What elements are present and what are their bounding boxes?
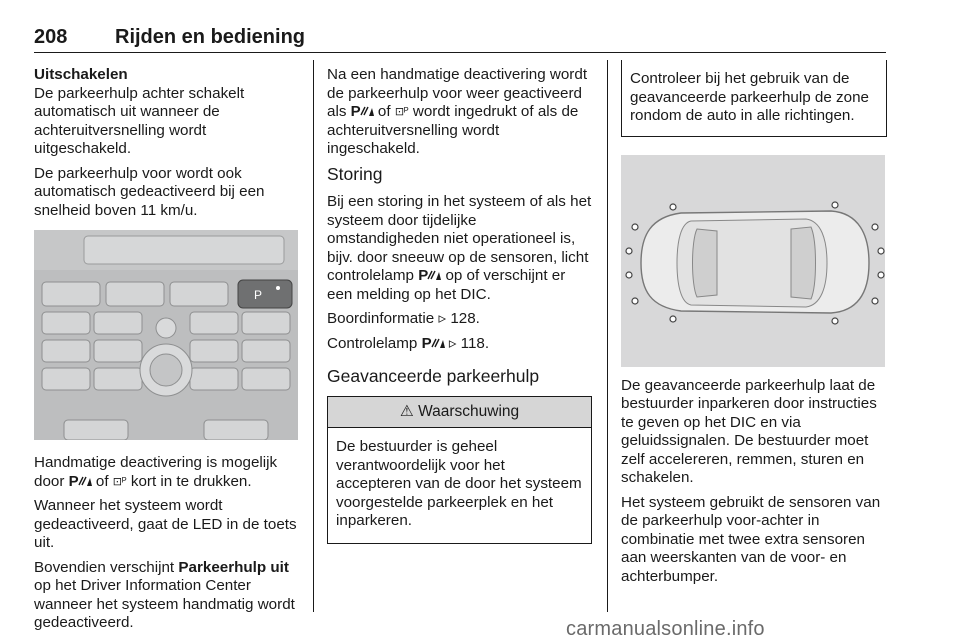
park-assist-button-label: P	[254, 288, 263, 302]
park-assist-button-icon: ⊡ᴾ	[394, 106, 409, 118]
warning-box	[327, 396, 592, 544]
paragraph: Bovendien verschijnt Parkeerhulp uit op het Driver Information Center wanneer het systeem handmatig wordt gedeactiveerd.	[34, 558, 295, 631]
paragraph: Bij een storing in het systeem of als het systeem door tijdelijke omstandigheden niet operationeel is, bijv. door sneeuw op de sensoren, licht controlelamp P op of verschijnt er een melding op het DIC.	[327, 193, 592, 303]
park-assist-button-icon: ⊡ᴾ	[112, 475, 127, 488]
car-sensor-diagram	[621, 155, 885, 367]
column-divider	[313, 60, 314, 612]
column-divider	[607, 60, 608, 612]
subheading-uitschakelen: Uitschakelen	[34, 66, 128, 83]
chapter-title: Rijden en bediening	[115, 26, 306, 48]
paragraph: Handmatige deactivering is mogelijk door P of ⊡ᴾ kort in te drukken.	[34, 454, 278, 490]
warning-header: ⚠ Waarschuwing	[328, 397, 591, 429]
page-header	[34, 26, 886, 53]
warning-continued-box: Controleer bij het gebruik van de geavanceerde parkeerhulp de zone rondom de auto in alle richtingen.	[621, 60, 887, 137]
cross-reference[interactable]: Boordinformatie ▹ 128.	[327, 310, 480, 327]
paragraph: Het systeem gebruikt de sensoren van de parkeerhulp voor-achter in combinatie met twee extra sensoren aan weerskanten van de voor- en achterbumper.	[621, 493, 881, 585]
column-2	[327, 66, 592, 544]
watermark: carmanualsonline.info	[566, 618, 765, 640]
console-photo	[34, 230, 298, 440]
dic-message: Parkeerhulp uit	[178, 558, 289, 576]
park-assist-icon: P	[422, 335, 445, 354]
warning-triangle-icon: ⚠	[399, 402, 414, 420]
park-assist-icon: P	[69, 473, 92, 492]
paragraph: De geavanceerde parkeerhulp laat de bestuurder inparkeren door instructies te geven op het DIC en via geluidssignalen. De bestuurder moet zelf accelereren, remmen, sturen en schakelen.	[621, 376, 877, 486]
section-title-storing: Storing	[327, 163, 383, 184]
paragraph: De parkeerhulp voor wordt ook automatisch gedeactiveerd bij een snelheid boven 11 km/u.	[34, 164, 265, 219]
reference-arrow-icon: ▹	[438, 310, 447, 327]
park-assist-icon: P	[418, 267, 441, 286]
section-title-geavanceerde-parkeerhulp: Geavanceerde parkeerhulp	[327, 366, 540, 386]
paragraph: Wanneer het systeem wordt gedeactiveerd, gaat de LED in de toets uit.	[34, 497, 297, 551]
column-1	[34, 66, 300, 639]
reference-arrow-icon: ▹	[448, 334, 457, 352]
warning-text: De bestuurder is geheel verantwoordelijk voor het accepteren van de door het systeem voorgestelde parkeerplek en het inparkeren.	[336, 438, 582, 529]
paragraph: De parkeerhulp achter schakelt automatisch uit wanneer de achteruitversnelling wordt uitgeschakeld.	[34, 84, 245, 157]
paragraph: Na een handmatige deactivering wordt de parkeerhulp voor weer geactiveerd als P of ⊡ᴾ wordt ingedrukt of als de achteruitversnelling wordt ingeschakeld.	[327, 66, 588, 157]
park-assist-icon: P	[351, 103, 374, 122]
cross-reference[interactable]: Controlelamp P ▹ 118.	[327, 334, 490, 352]
column-3	[621, 66, 887, 592]
page-number: 208	[34, 26, 68, 48]
